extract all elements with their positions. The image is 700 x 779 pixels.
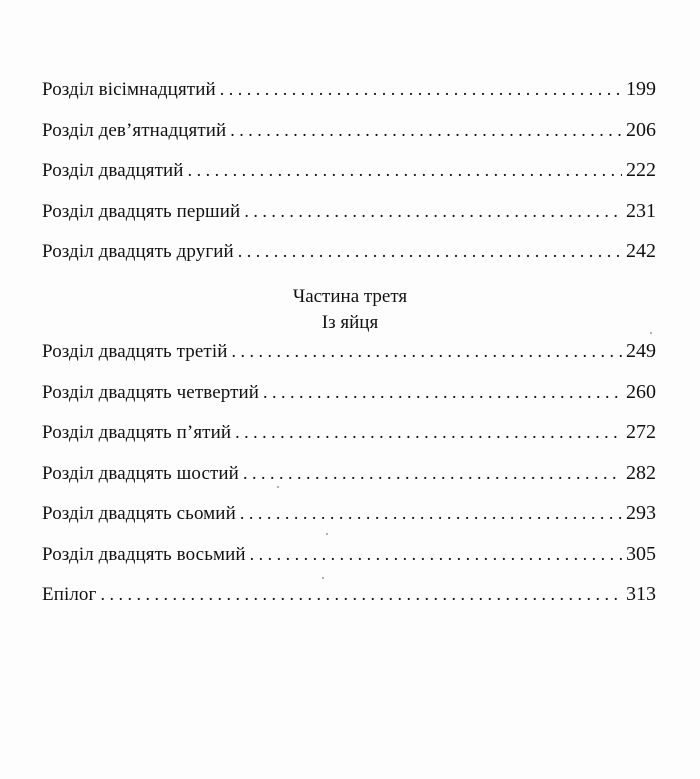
toc-entry-title: Розділ двадцять восьмий xyxy=(42,543,246,565)
toc-entry-page: 206 xyxy=(626,118,656,141)
toc-entry-page: 199 xyxy=(626,78,656,100)
scan-speck xyxy=(650,332,652,334)
toc-entry-title: Розділ двадцять шостий xyxy=(42,462,239,484)
dot-leader xyxy=(240,503,622,524)
part-title: Із яйця xyxy=(321,312,379,333)
toc-entry-title: Розділ дев’ятнадцятий xyxy=(42,119,227,141)
toc-entry xyxy=(42,78,656,119)
toc-entry-title: Розділ двадцять сьомий xyxy=(42,503,236,524)
dot-leader xyxy=(238,241,622,262)
toc-entry-title: Розділ двадцять перший xyxy=(42,200,241,222)
toc-entry xyxy=(42,543,656,584)
dot-leader xyxy=(243,463,622,484)
toc-entry-page: 293 xyxy=(626,502,656,524)
toc-entry-page: 231 xyxy=(626,199,656,222)
toc-entry xyxy=(42,200,656,241)
part-heading xyxy=(0,284,700,336)
scan-speck xyxy=(326,533,328,535)
toc-entry-title: Розділ двадцять другий xyxy=(42,241,234,262)
toc-entry-page: 282 xyxy=(626,461,656,484)
dot-leader xyxy=(231,341,622,362)
toc-entry-title: Розділ двадцятий xyxy=(42,160,184,181)
toc-list-part-three xyxy=(42,340,656,624)
toc-entry xyxy=(42,159,656,200)
toc-entry xyxy=(42,381,656,422)
toc-entry-page: 313 xyxy=(626,583,656,605)
dot-leader xyxy=(250,544,622,565)
dot-leader xyxy=(100,584,622,605)
dot-leader xyxy=(230,120,622,141)
scan-speck xyxy=(277,486,279,488)
toc-entry-page: 249 xyxy=(626,340,656,362)
part-label: Частина третя xyxy=(292,286,408,307)
dot-leader xyxy=(244,201,622,222)
dot-leader xyxy=(235,422,622,443)
toc-entry-page: 242 xyxy=(626,240,656,262)
toc-entry-title: Розділ двадцять четвертий xyxy=(42,381,260,403)
toc-entry-title: Розділ вісімнадцятий xyxy=(42,79,216,100)
toc-entry-page: 260 xyxy=(626,380,656,403)
toc-entry-page: 272 xyxy=(626,421,656,443)
dot-leader xyxy=(188,160,622,181)
toc-entry xyxy=(42,583,656,624)
dot-leader xyxy=(220,79,622,100)
toc-entry xyxy=(42,502,656,543)
toc-entry-title: Розділ двадцять третій xyxy=(42,341,228,362)
toc-list-part-two xyxy=(42,78,656,281)
dot-leader xyxy=(263,382,622,403)
toc-entry-page: 305 xyxy=(626,542,656,565)
toc-entry-page: 222 xyxy=(626,159,656,181)
toc-entry xyxy=(42,340,656,381)
toc-entry xyxy=(42,240,656,281)
toc-entry-title: Розділ двадцять п’ятий xyxy=(42,422,232,443)
toc-entry xyxy=(42,462,656,503)
toc-entry xyxy=(42,119,656,160)
scan-speck xyxy=(322,577,324,579)
toc-entry-title: Епілог xyxy=(42,584,97,605)
toc-entry xyxy=(42,421,656,462)
